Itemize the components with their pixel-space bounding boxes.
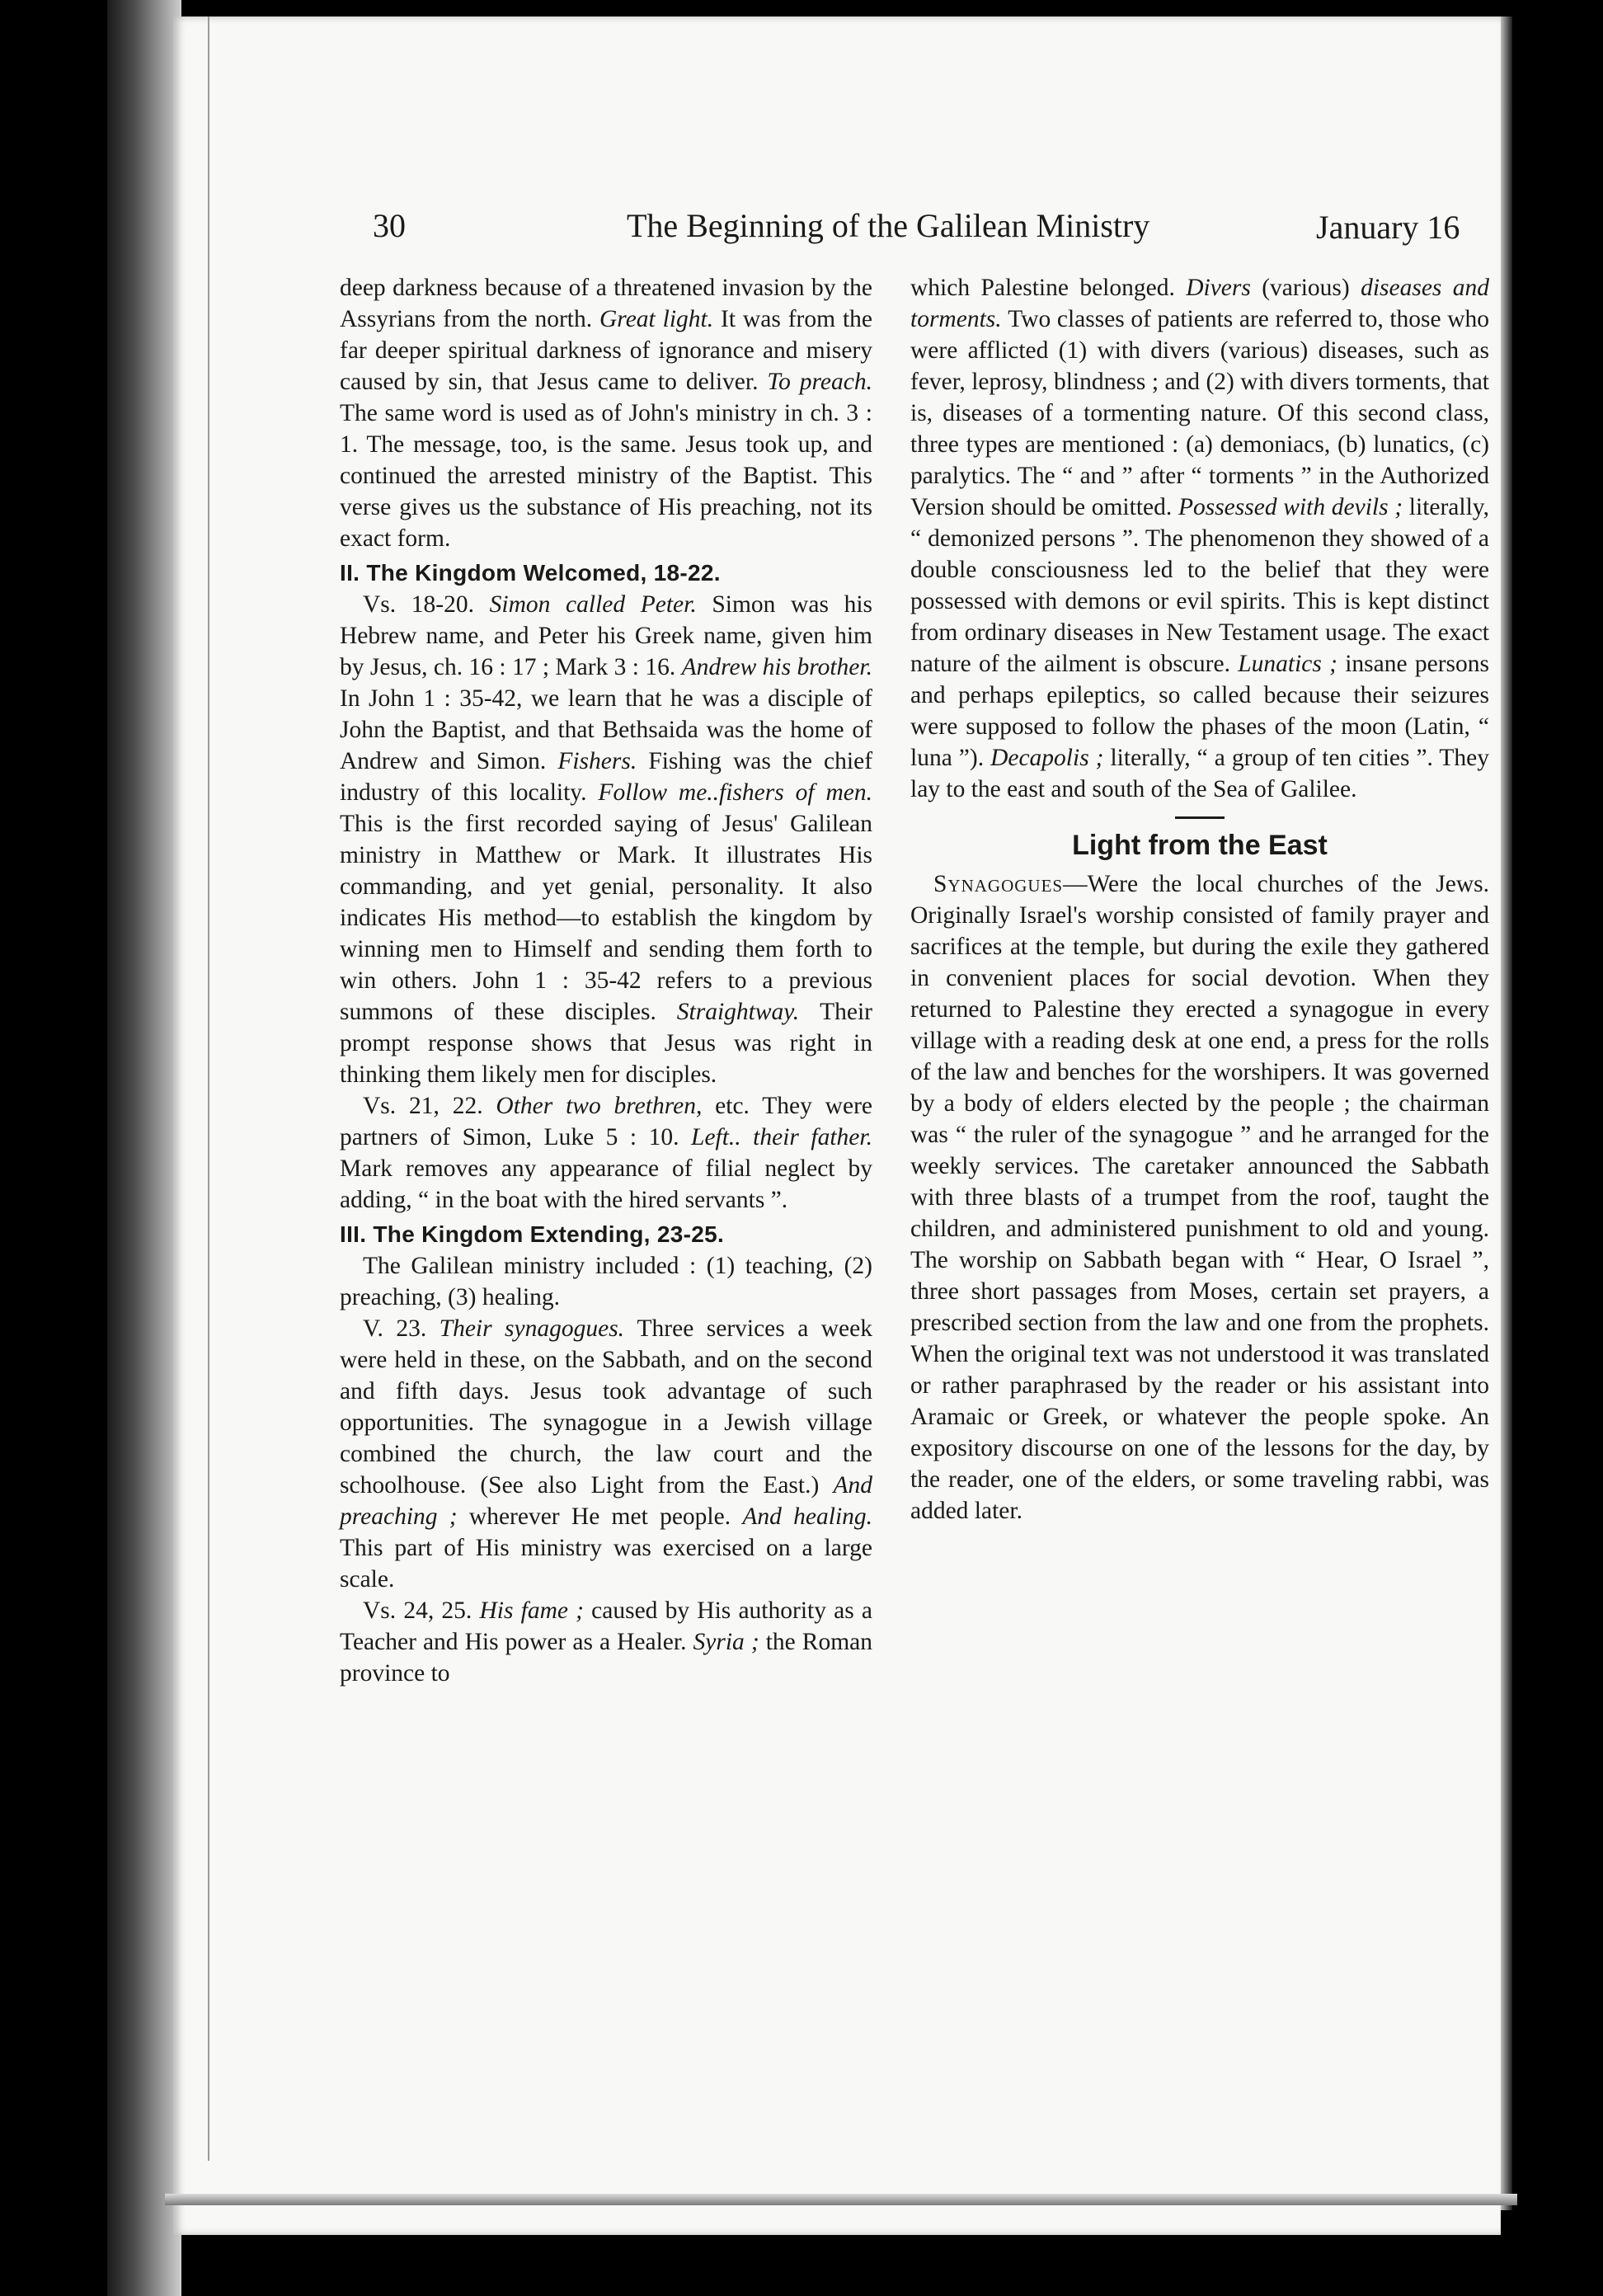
right-column xyxy=(910,272,1489,1527)
text-run: etc. They were partners of Simon, Luke 5 : 10. xyxy=(340,1093,872,1150)
paragraph: The Galilean ministry included : (1) teaching, (2) preaching, (3) healing. xyxy=(340,1253,872,1310)
text-run: literally, “ a group of ten cities ”. They lay to the east and south of the Sea of Galilee. xyxy=(910,745,1489,802)
italic-term: diseases and torments. xyxy=(910,275,1489,332)
text-run: the Roman province to xyxy=(340,1629,872,1687)
text-run: In John 1 : 35-42, we learn that he was a disciple of John the Baptist, and that Bethsaida was the home of Andrew and Simon. xyxy=(340,685,872,774)
paragraph xyxy=(340,1595,872,1689)
text-run: deep darkness because of a threatened invasion by the Assyrians from the north. xyxy=(340,275,872,332)
text-run: Vs. 24, 25. xyxy=(363,1597,480,1624)
text-run: Vs. 18-20. xyxy=(363,591,490,618)
text-run: which Palestine belonged. xyxy=(910,275,1187,301)
text-run: literally, “ demonized persons ”. The phenomenon they showed of a double consciousness led to the belief that they were possessed with demons or evil spirits. This is kept distinct from ordinary diseases in New Testament usage. The exact nature of the ailment is obscure. xyxy=(910,494,1489,677)
italic-term: Fishers. xyxy=(557,748,649,774)
text-run: V. 23. xyxy=(363,1315,440,1342)
text-run: Fishing was the chief industry of this locality. xyxy=(340,748,873,806)
text-run: insane persons and perhaps epileptics, so called because their seizures were supposed to follow the phases of the moon (Latin, “ luna ”). xyxy=(910,651,1489,771)
text-run: (various) xyxy=(1262,275,1361,301)
text-run: Simon was his Hebrew name, and Peter his Greek name, given him by Jesus, ch. 16 : 17 ; Mark 3 : 16. xyxy=(340,591,872,680)
scan-edge-left xyxy=(107,0,181,2296)
page-binding-line xyxy=(208,16,209,2161)
text-run: This part of His ministry was exercised on a large scale. xyxy=(340,1535,872,1593)
text-run: Three services a week were held in these, on the Sabbath, and on the second and fifth days. Jesus took advantage of such opportunities. The synagogue in a Jewish village combined the church, the law court and the schoolhouse. (See also Light from the East.) xyxy=(340,1315,872,1499)
italic-term: Straightway. xyxy=(676,999,820,1025)
italic-term: Other two brethren, xyxy=(496,1093,716,1119)
text-run: wherever He met people. xyxy=(468,1503,743,1530)
text-run: This is the first recorded saying of Jesus' Galilean ministry in Matthew or Mark. It illustrates His commanding, and yet genial, personality. It also indicates His method—to establish the kingdom by winning men to Himself and sending them forth to win others. John 1 : 35-42 refers to a previous summons of these disciples. xyxy=(340,811,872,1025)
text-run: The same word is used as of John's ministry in ch. 3 : 1. The message, too, is the same. Jesus took up, and continued the arrested ministry of the Baptist. This verse gives us the substance of His preaching, not its exact form. xyxy=(340,400,872,552)
italic-term: Left.. their father. xyxy=(691,1124,872,1150)
text-run: —Were the local churches of the Jews. Originally Israel's worship consisted of family prayer and sacrifices at the temple, but during the exile they gathered in convenient places for social devotion. When they returned to Palestine they erected a synagogue in every village with a reading desk at one end, a press for the rolls of the law and benches for the worshipers. It was governed by a body of elders elected by the people ; the chairman was “ the ruler of the synagogue ” and he arranged for the weekly services. The caretaker announced the Sabbath with three blasts of a trumpet from the roof, taught the children, and administered punishment to old and young. The worship on Sabbath began with “ Hear, O Israel ”, three short passages from Moses, certain set prayers, a prescribed section from the law and one from the prophets. When the original text was not understood it was translated or rather paraphrased by the reader or his assistant into Aramaic or Greek, or whatever the people spoke. An expository discourse on one of the lessons for the day, by the reader, one of the elders, or some traveling rabbi, was added later. xyxy=(910,871,1489,1524)
text-run: Two classes of patients are referred to, those who were afflicted (1) with divers (various) diseases, such as fever, leprosy, blindness ; and (2) with divers torments, that is, diseases of a tormenting nature. Of this second class, three types are mentioned : (a) demoniacs, (b) lunatics, (c) paralytics. The “ and ” after “ torments ” in the Authorized Version should be omitted. xyxy=(910,306,1490,520)
italic-term: Their synagogues. xyxy=(439,1315,637,1342)
italic-term: Divers xyxy=(1186,275,1262,301)
running-head xyxy=(0,206,1603,264)
italic-term: And healing. xyxy=(742,1503,873,1530)
scan-edge-bottom xyxy=(165,2194,1517,2205)
italic-term: Syria ; xyxy=(693,1629,766,1655)
page-number: 30 xyxy=(373,207,406,244)
italic-term: Andrew his brother. xyxy=(681,654,872,680)
small-caps-term: Synagogues xyxy=(933,871,1064,897)
italic-term: And preaching ; xyxy=(340,1472,872,1530)
italic-term: Lunatics ; xyxy=(1238,651,1346,677)
section-heading-kingdom-extending: III. The Kingdom Extending, 23-25. xyxy=(340,1221,725,1247)
text-run: Mark removes any appearance of filial neglect by adding, “ in the boat with the hired servants ”. xyxy=(340,1155,872,1213)
scan-edge-right xyxy=(1501,16,1512,2210)
section-divider xyxy=(1175,816,1225,819)
paragraph xyxy=(910,868,1489,1527)
running-date: January 16 xyxy=(1316,209,1460,246)
text-run: caused by His authority as a Teacher and His power as a Healer. xyxy=(340,1597,872,1655)
italic-term: Great light. xyxy=(599,306,721,332)
text-run: It was from the far deeper spiritual darkness of ignorance and misery caused by sin, that Jesus came to deliver. xyxy=(340,306,872,395)
paragraph xyxy=(340,272,872,554)
text-run: Their prompt response shows that Jesus was right in thinking them likely men for disciples. xyxy=(340,999,872,1088)
italic-term: Possessed with devils ; xyxy=(1178,494,1409,520)
italic-term: His fame ; xyxy=(479,1597,592,1624)
running-title: The Beginning of the Galilean Ministry xyxy=(627,207,1150,244)
paragraph xyxy=(340,1313,872,1595)
italic-term: Follow me..fishers of men. xyxy=(598,779,872,806)
left-column xyxy=(340,272,872,1689)
paragraph xyxy=(340,589,872,1090)
text-run: Vs. 21, 22. xyxy=(363,1093,496,1119)
italic-term: Decapolis ; xyxy=(990,745,1111,771)
italic-term: Simon called Peter. xyxy=(489,591,712,618)
paragraph xyxy=(910,272,1489,805)
light-from-the-east-heading: Light from the East xyxy=(1072,830,1328,861)
section-heading-kingdom-welcomed: II. The Kingdom Welcomed, 18-22. xyxy=(340,560,721,586)
italic-term: To preach. xyxy=(767,369,872,395)
paragraph xyxy=(340,1090,872,1216)
